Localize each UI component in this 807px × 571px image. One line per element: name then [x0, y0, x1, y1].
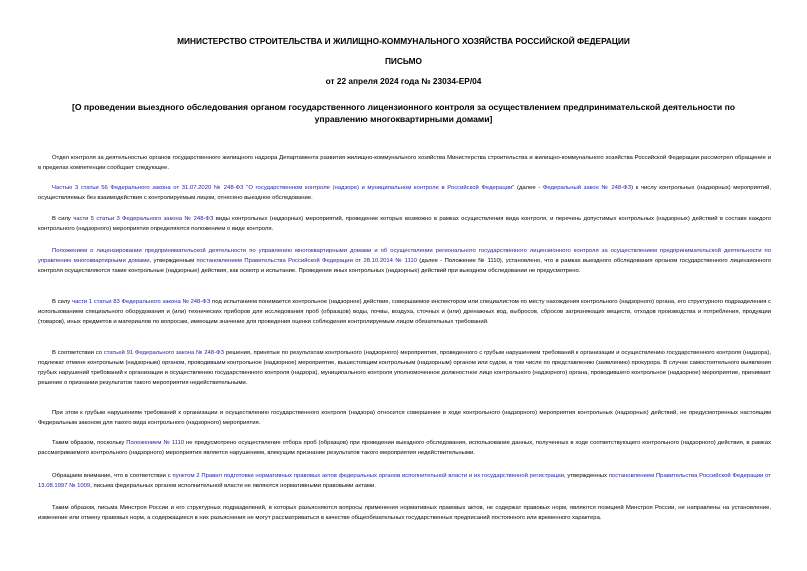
law-link[interactable]: части 1 статьи 83 Федерального закона № 248-ФЗ	[71, 299, 211, 305]
paragraph-text: В силу	[52, 299, 72, 305]
paragraph-3	[38, 214, 771, 234]
paragraph-text: , утвержденным	[149, 258, 197, 264]
regulation-link[interactable]: Положением о лицензировании предпринимательской деятельности по управлению многоквартирными домами и об осуществлении регионального государственного лицензионного контроля за осуществлением предпринимательской деятельности по управлению многоквартирными домами	[38, 248, 771, 264]
document-subject: [О проведении выездного обследования органом государственного лицензионного контроля за осуществлением предпринимательской деятельности по управлению многоквартирными домами]	[71, 102, 736, 124]
paragraph-text: В силу	[52, 216, 74, 222]
law-link[interactable]: части 5 статьи 3 Федерального закона № 248-ФЗ	[73, 216, 214, 222]
law-link[interactable]: Федеральный закон № 248-ФЗ	[542, 185, 632, 191]
paragraph-2	[38, 183, 771, 203]
paragraph-text: В соответствии со	[52, 350, 104, 356]
paragraph-8	[38, 438, 771, 458]
paragraph-7	[38, 408, 771, 428]
paragraph-text: не предусмотрено осуществление отбора проб (образцов) при проведении выездного обследования, использование данных, полученных в ходе соответствующего контрольного (надзорного) действия, в рамках рассматриваемого контрольного (надзорного) мероприятия является нарушением, влекущим признание результатов такого мероприятия недействительными.	[38, 440, 771, 456]
paragraph-text: виды контрольных (надзорных) мероприятий, проведение которых возможно в рамках осуществления вида контроля, и перечень допустимых контрольных (надзорных) действий в составе каждого контрольного (надзорного) мероприятия определяются положением о виде контроля.	[38, 216, 771, 232]
paragraph-10	[38, 503, 771, 523]
paragraph-text: , утвержденных	[563, 473, 609, 479]
document-date-number: от 22 апреля 2024 года № 23034-ЕР/04	[325, 76, 482, 86]
paragraph-5	[38, 297, 771, 327]
law-link[interactable]: статьей 91 Федерального закона № 248-ФЗ	[103, 350, 225, 356]
paragraph-6	[38, 348, 771, 388]
paragraph-text: Таким образом, письма Минстроя России и его структурных подразделений, в которых разъясняются вопросы применения нормативных правовых актов, не содержат правовых норм, являются позицией Минстроя России, не направлены на установление, изменение или отмену правовых норм, а содержащиеся в них разъяснения не могут рассматриваться в качестве общеобязательных государственных предписаний постоянного или временного характера.	[38, 505, 771, 521]
decree-link[interactable]: постановлением Правительства Российской Федерации от 13.08.1997 № 1009	[38, 473, 772, 489]
decree-link[interactable]: постановлением Правительства Российской Федерации от 28.10.2014 № 1110	[196, 258, 417, 264]
paragraph-9	[38, 471, 771, 491]
paragraph-text: Таким образом, поскольку	[52, 440, 127, 446]
paragraph-text: ) к числу контрольных (надзорных) мероприятий, осуществляемых без взаимодействия с контролируемым лицом, отнесено выездное обследование.	[38, 185, 771, 201]
paragraph-text: При этом к грубым нарушениям требований к организации и осуществлению государственного контроля (надзора) относится совершение в ходе контрольного (надзорного) мероприятия контрольных (надзорных) действий, не предусмотренных настоящим Федеральным законом для такого вида контрольного (надзорного) мероприятия.	[38, 410, 771, 426]
law-link[interactable]: Частью 3 статьи 56 Федерального закона от 31.07.2020 № 248-ФЗ "О государственном контроле (надзоре) и муниципальном контроле в Российской Федерации"	[52, 185, 515, 191]
ministry-name: МИНИСТЕРСТВО СТРОИТЕЛЬСТВА И ЖИЛИЩНО-КОММУНАЛЬНОГО ХОЗЯЙСТВА РОССИЙСКОЙ ФЕДЕРАЦИИ	[177, 36, 630, 46]
paragraph-text: (далее - Положение № 1110), установлено, что в рамках выездного обследования органом государственного лицензионного контроля осуществляются такие контрольные (надзорные) действия, как осмотр и испытание. Проведение иных контрольных (надзорных) действий при выездном обследовании не предусмотрено.	[38, 258, 771, 274]
paragraph-text: Обращаем внимание, что в соответствии с	[52, 473, 173, 479]
rules-link[interactable]: пунктом 2 Правил подготовки нормативных правовых актов федеральных органов исполнительной власти и их государственной регистрации	[172, 473, 564, 479]
paragraph-text: Отдел контроля за деятельностью органов государственного жилищного надзора Департамента развития жилищно-коммунального хозяйства Министерства строительства и жилищно-коммунального хозяйства Российской Федерации рассмотрел обращение и в пределах компетенции сообщает следующее.	[38, 155, 771, 171]
paragraph-text: , письма федеральных органов исполнительной власти не являются нормативными правовыми актами.	[90, 483, 376, 489]
document-type: ПИСЬМО	[384, 56, 423, 66]
paragraph-text: (далее -	[514, 185, 543, 191]
paragraph-text: под испытанием понимается контрольное (надзорное) действие, совершаемое инспектором или специалистом по месту нахождения контрольного (надзорного) органа, его структурного подразделения с использованием специального оборудования и (или) технических приборов для исследования проб (образцов) воды, почвы, воздуха, сточных и (или) дренажных вод, выбросов, сбросов загрязняющих веществ, отходов производства и потребления, продукции (товаров), иных предметов и материалов по вопросам, имеющим значение для проведения оценки соблюдения контролируемым лицом обязательных требований.	[38, 299, 772, 325]
paragraph-4	[38, 246, 771, 276]
paragraph-1	[38, 153, 771, 173]
paragraph-text: решения, принятые по результатам контрольного (надзорного) мероприятия, проведенного с грубым нарушением требований к организации и осуществлению государственного контроля (надзора), подлежат отмене контрольным (надзорным) органом, проводившим контрольное (надзорное) мероприятие, вышестоящим контрольным (надзорным) органом или судом, в том числе по представлению (заявлению) прокурора. В случае самостоятельного выявления грубых нарушений требований к организации и осуществлению государственного контроля (надзора), муниципального контроля уполномоченное должностное лицо контрольного (надзорного) органа, проводившего контрольное (надзорное) мероприятие, принимает решение о признании результатов такого мероприятия недействительными.	[38, 350, 771, 386]
regulation-link[interactable]: Положением № 1110	[126, 440, 185, 446]
